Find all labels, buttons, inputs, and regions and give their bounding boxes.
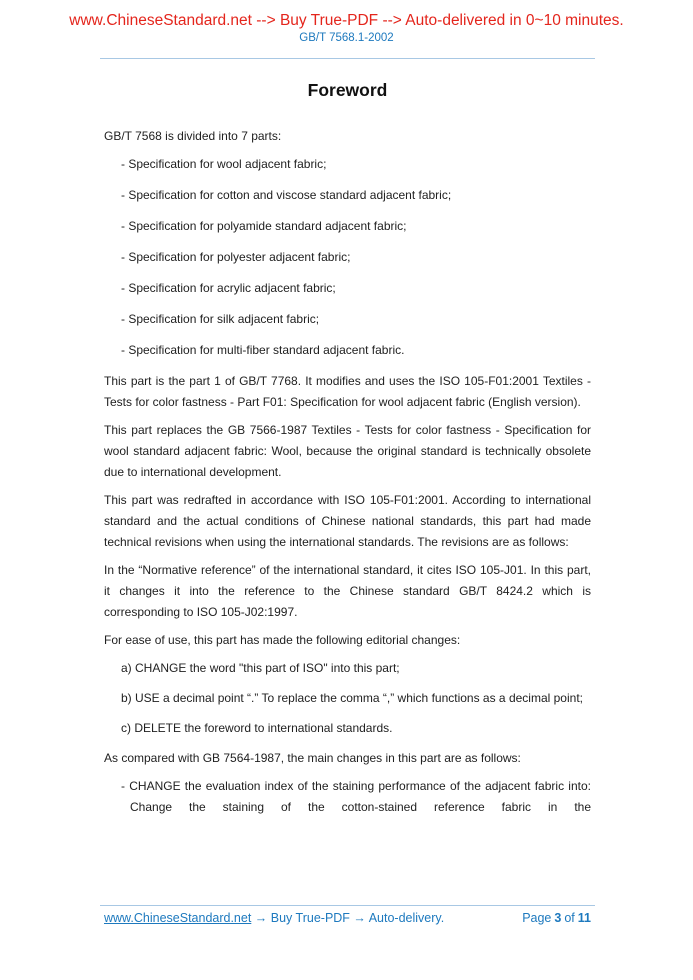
page-current: 3 xyxy=(554,911,562,925)
paragraph-compared: As compared with GB 7564-1987, the main changes in this part are as follows: xyxy=(104,751,521,765)
footer-promo xyxy=(104,911,444,925)
paragraph-redrafted: This part was redrafted in accordance with ISO 105-F01:2001. According to international standard and the actual conditions of Chinese national standards, this part had made technical revisions when using the international standards. The revisions are as follows: xyxy=(104,493,591,549)
intro-paragraph: GB/T 7568 is divided into 7 parts: xyxy=(104,129,282,143)
editorial-change-item: b) USE a decimal point “.” To replace the comma “,” which functions as a decimal point; xyxy=(121,691,583,705)
footer-divider xyxy=(100,905,595,906)
page-indicator xyxy=(519,911,591,925)
page-header xyxy=(0,11,693,45)
paragraph-normative: In the “Normative reference” of the international standard, it cites ISO 105-J01. In this part, it changes it into the reference to the Chinese standard GB/T 8424.2 which is corresponding to ISO 105-J02:1997. xyxy=(104,563,591,619)
page-label: Page xyxy=(522,911,552,925)
standard-number: GB/T 7568.1-2002 xyxy=(299,32,394,44)
editorial-change-item: a) CHANGE the word "this part of ISO" into this part; xyxy=(121,661,400,675)
of-label: of xyxy=(564,911,575,925)
changes-list-item: - CHANGE the evaluation index of the staining performance of the adjacent fabric into: Change the staining of the cotton-stained reference fabric in the xyxy=(121,779,591,814)
page-footer xyxy=(104,911,591,925)
page-title: Foreword xyxy=(307,80,388,100)
footer-link[interactable]: www.ChineseStandard.net xyxy=(104,911,252,925)
part-list-item: - Specification for polyester adjacent fabric; xyxy=(121,250,351,264)
paragraph-replaces: This part replaces the GB 7566-1987 Textiles - Tests for color fastness - Specification for wool standard adjacent fabric: Wool, because the original standard is technically obsolete due to international development. xyxy=(104,423,591,479)
paragraph-editorial: For ease of use, this part has made the following editorial changes: xyxy=(104,633,461,647)
document-content xyxy=(104,80,591,828)
part-list-item: - Specification for polyamide standard adjacent fabric; xyxy=(121,219,407,233)
footer-tagline: → Buy True-PDF → Auto-delivery. xyxy=(251,911,445,925)
page-total: 11 xyxy=(577,911,591,925)
header-divider xyxy=(100,58,595,59)
paragraph-modifies: This part is the part 1 of GB/T 7768. It modifies and uses the ISO 105-F01:2001 Textiles - Tests for color fastness - Part F01: Specification for wool adjacent fabric (English version). xyxy=(104,374,591,409)
promo-banner: www.ChineseStandard.net --> Buy True-PDF --> Auto-delivered in 0~10 minutes. xyxy=(69,12,624,29)
part-list-item: - Specification for cotton and viscose standard adjacent fabric; xyxy=(121,188,452,202)
editorial-change-item: c) DELETE the foreword to international standards. xyxy=(121,721,393,735)
part-list-item: - Specification for wool adjacent fabric; xyxy=(121,157,327,171)
part-list-item: - Specification for multi-fiber standard adjacent fabric. xyxy=(121,343,405,357)
part-list-item: - Specification for acrylic adjacent fabric; xyxy=(121,281,336,295)
part-list-item: - Specification for silk adjacent fabric; xyxy=(121,312,320,326)
